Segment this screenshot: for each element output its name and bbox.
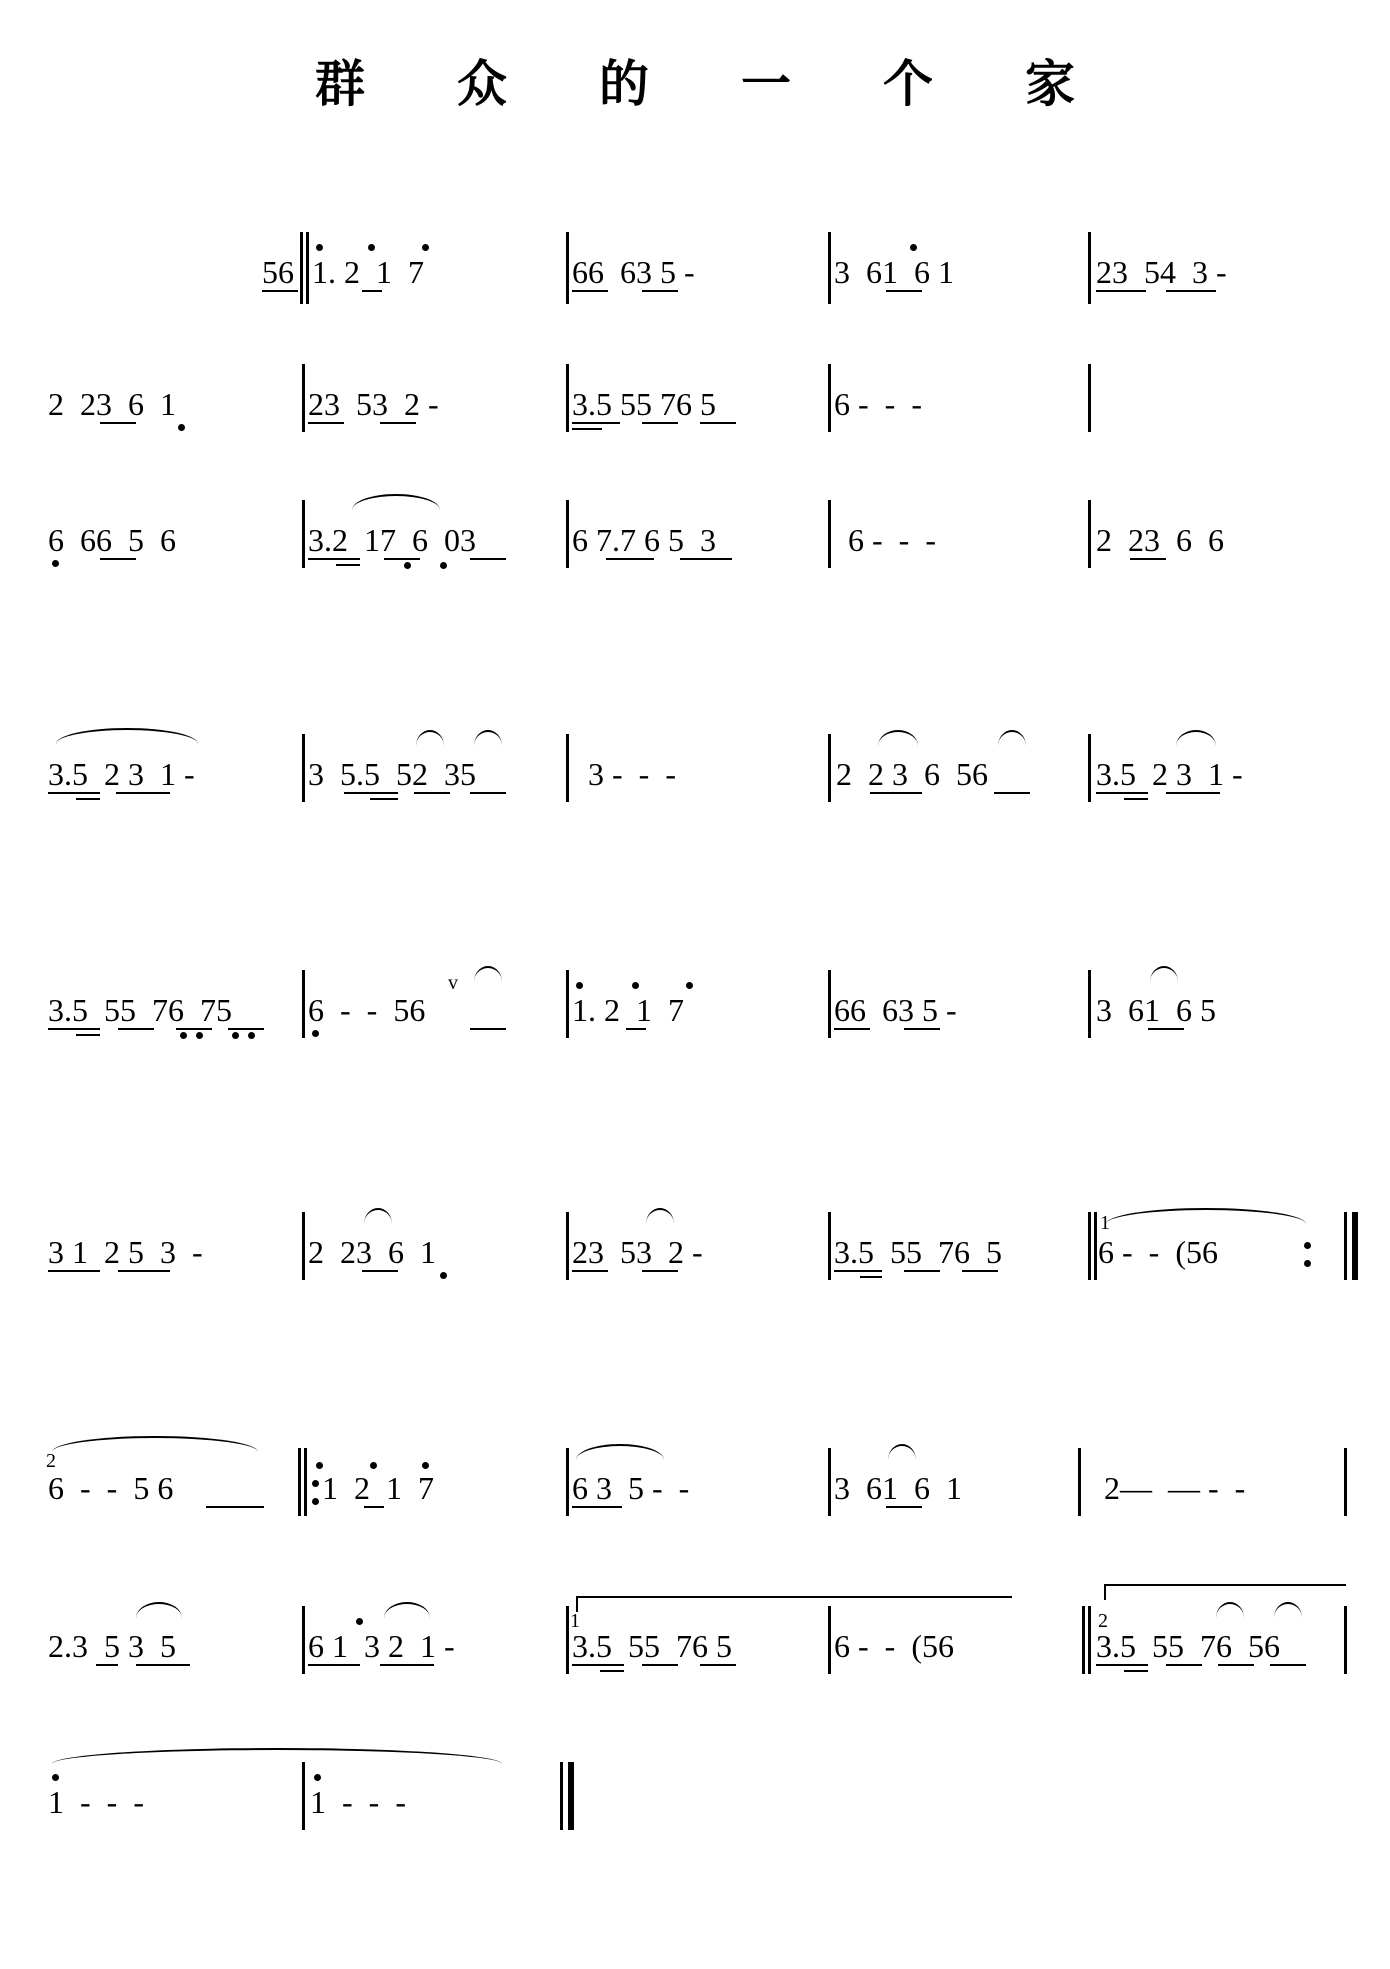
underline [1130,558,1166,560]
barline [828,734,831,802]
measure: 1 2 1 7 [322,1470,434,1506]
low-octave-dot [312,1030,319,1037]
underline [362,290,382,292]
barline [560,1762,563,1830]
title-char: 家 [1025,55,1075,113]
barline [828,1212,831,1280]
high-octave-dot [316,244,323,251]
measure: 2— — - - [1104,1470,1246,1506]
underline [118,1028,154,1030]
underline [364,1506,384,1508]
underline [834,1028,870,1030]
underline [962,1270,998,1272]
measure: 3 61 6 1 [834,1470,962,1506]
measure: 6 - - 56 [308,992,426,1028]
low-octave-dot [404,562,411,569]
high-octave-dot [368,244,375,251]
title-char: 的 [599,55,649,113]
barline [828,1606,831,1674]
measure: 3 61 6 5 [1096,992,1216,1028]
underline [308,422,344,424]
underline [48,792,100,794]
measure: 1. 2 1 7 [312,254,424,290]
tie [1150,966,1178,982]
underline [1124,1670,1148,1672]
tie [364,1208,392,1224]
underline [370,798,398,800]
slur [1106,1208,1306,1224]
barline [302,970,305,1038]
high-octave-dot [52,1774,59,1781]
measure: 2 23 6 1 [48,386,176,422]
underline [1148,1028,1184,1030]
repeat-dot [312,1480,319,1487]
volta-number: 2 [1098,1610,1108,1632]
pickup-notes: 56 [262,254,294,290]
slur [56,728,198,744]
underline [228,1028,264,1030]
barline [1088,1212,1091,1280]
tie [474,966,502,982]
underline [994,792,1030,794]
measure: 1. 2 1 7 [572,992,684,1028]
barline [300,232,303,304]
underline [572,290,608,292]
repeat-dot [1304,1242,1311,1249]
barline [1088,1606,1091,1674]
underline [1270,1664,1306,1666]
underline [1096,1664,1148,1666]
underline [176,1028,212,1030]
barline [302,1212,305,1280]
underline [1166,792,1220,794]
measure: 23 53 2 - [572,1234,703,1270]
barline [302,364,305,432]
underline [344,792,398,794]
high-octave-dot [632,982,639,989]
barline [302,500,305,568]
barline [1344,1212,1347,1280]
barline [828,1448,831,1516]
barline [828,970,831,1038]
barline [566,1606,569,1674]
volta-number: 1 [570,1610,580,1632]
slur [52,1436,258,1452]
high-octave-dot [314,1774,321,1781]
measure: 66 63 5 - [834,992,957,1028]
final-barline [1352,1212,1358,1280]
high-octave-dot [686,982,693,989]
underline [642,290,678,292]
underline [118,1270,170,1272]
barline [566,970,569,1038]
high-octave-dot [422,1462,429,1469]
measure: 6 3 5 - - [572,1470,690,1506]
underline [380,1664,434,1666]
underline [206,1506,264,1508]
underline [904,1270,940,1272]
tie [474,730,502,746]
underline [904,1028,940,1030]
barline [1088,364,1091,432]
measure: 2 23 6 1 [308,1234,436,1270]
high-octave-dot [356,1618,363,1625]
underline [414,792,450,794]
underline [886,290,922,292]
tie [136,1602,182,1618]
tie [646,1208,674,1224]
underline [100,422,136,424]
measure: 3.5 55 76 75 [48,992,232,1028]
low-octave-dot [180,1032,187,1039]
underline [1166,290,1216,292]
repeat-dot [312,1498,319,1505]
barline [302,1762,305,1830]
underline [48,1028,100,1030]
measure: 6 - - - [848,522,936,558]
measure: 6 - - 5 6 [48,1470,174,1506]
measure: 1 - - - [48,1784,144,1820]
underline [860,1276,882,1278]
high-octave-dot [576,982,583,989]
title-char: 众 [457,55,507,113]
tie [384,1602,430,1618]
high-octave-dot [910,244,917,251]
title-char: 个 [883,55,933,113]
measure: 3.5 55 76 5 [834,1234,1002,1270]
barline [828,232,831,304]
underline [700,1664,736,1666]
high-octave-dot [316,1462,323,1469]
measure: 3.2 17 6 03 [308,522,476,558]
underline [680,558,732,560]
barline [1088,500,1091,568]
barline [1344,1606,1347,1674]
low-octave-dot [196,1032,203,1039]
measure: 6 - - - [834,386,922,422]
underline [886,1506,922,1508]
underline [380,422,416,424]
measure: 6 - - (56 [1098,1234,1218,1270]
barline [306,232,309,304]
barline [566,500,569,568]
slur [52,1748,502,1764]
barline [566,364,569,432]
measure: 3.5 55 76 5 [572,386,716,422]
measure: 6 7.7 6 5 3 [572,522,716,558]
tie [878,730,918,746]
measure: 3.5 2 3 1 - [48,756,195,792]
barline [1344,1448,1347,1516]
underline [572,428,602,430]
underline [262,290,298,292]
barline [1088,970,1091,1038]
underline [362,1270,398,1272]
slur [576,1444,664,1460]
low-octave-dot [440,562,447,569]
low-octave-dot [232,1032,239,1039]
underline [116,792,170,794]
measure: 6 1 3 2 1 - [308,1628,455,1664]
measure: 2 23 6 6 [1096,522,1224,558]
underline [48,1270,100,1272]
tie [998,730,1026,746]
barline [302,734,305,802]
title-char: 一 [741,55,791,113]
measure: 3 1 2 5 3 - [48,1234,203,1270]
final-barline [568,1762,574,1830]
measure: 6 66 5 6 [48,522,176,558]
measure: 3.5 2 3 1 - [1096,756,1243,792]
underline [76,798,100,800]
underline [308,1664,360,1666]
measure: 2 2 3 6 56 [836,756,988,792]
breath-mark: v [448,972,458,994]
volta-number: 1 [1100,1212,1110,1234]
measure: 1 - - - [310,1784,406,1820]
barline [302,1606,305,1674]
underline [572,1270,608,1272]
barline [1088,734,1091,802]
measure: 66 63 5 - [572,254,695,290]
underline [626,1028,646,1030]
underline [1096,792,1148,794]
measure: 3 5.5 52 35 [308,756,476,792]
underline [1096,290,1146,292]
low-octave-dot [178,424,185,431]
measure: 6 - - (56 [834,1628,954,1664]
barline [566,1448,569,1516]
underline [136,1664,190,1666]
tie [1216,1602,1244,1618]
song-title [0,44,1390,116]
underline [308,558,360,560]
barline [566,232,569,304]
barline [298,1448,301,1516]
volta-bracket [576,1596,1012,1612]
underline [600,1670,624,1672]
underline [870,792,922,794]
low-octave-dot [52,560,59,567]
underline [336,564,360,566]
underline [572,1664,624,1666]
underline [100,558,136,560]
measure: 2.3 5 3 5 [48,1628,176,1664]
slur [352,494,440,510]
underline [96,1664,118,1666]
underline [834,1270,882,1272]
underline [76,1034,100,1036]
barline [304,1448,307,1516]
underline [1124,798,1148,800]
underline [384,558,420,560]
underline [470,1028,506,1030]
barline [1078,1448,1081,1516]
barline [828,364,831,432]
high-octave-dot [422,244,429,251]
barline [566,1212,569,1280]
measure: 23 54 3 - [1096,254,1227,290]
tie [1176,730,1216,746]
underline [1218,1664,1254,1666]
low-octave-dot [248,1032,255,1039]
tie [416,730,444,746]
title-char: 群 [315,55,365,113]
underline [572,1506,622,1508]
underline [470,792,506,794]
volta-number: 2 [46,1450,56,1472]
measure: 3 61 6 1 [834,254,954,290]
underline [642,1270,678,1272]
low-octave-dot [440,1272,447,1279]
barline [1088,232,1091,304]
underline [572,422,620,424]
underline [606,558,654,560]
underline [470,558,506,560]
tie [888,1444,916,1460]
tie [1274,1602,1302,1618]
repeat-dot [1304,1260,1311,1267]
high-octave-dot [370,1462,377,1469]
barline [566,734,569,802]
measure: 3.5 55 76 5 [572,1628,732,1664]
barline [1094,1212,1097,1280]
volta-bracket [1104,1584,1346,1600]
underline [1166,1664,1202,1666]
measure: 3 - - - [588,756,676,792]
underline [642,422,678,424]
underline [700,422,736,424]
measure: 3.5 55 76 56 [1096,1628,1280,1664]
barline [828,500,831,568]
measure: 23 53 2 - [308,386,439,422]
barline [1082,1606,1085,1674]
underline [642,1664,678,1666]
